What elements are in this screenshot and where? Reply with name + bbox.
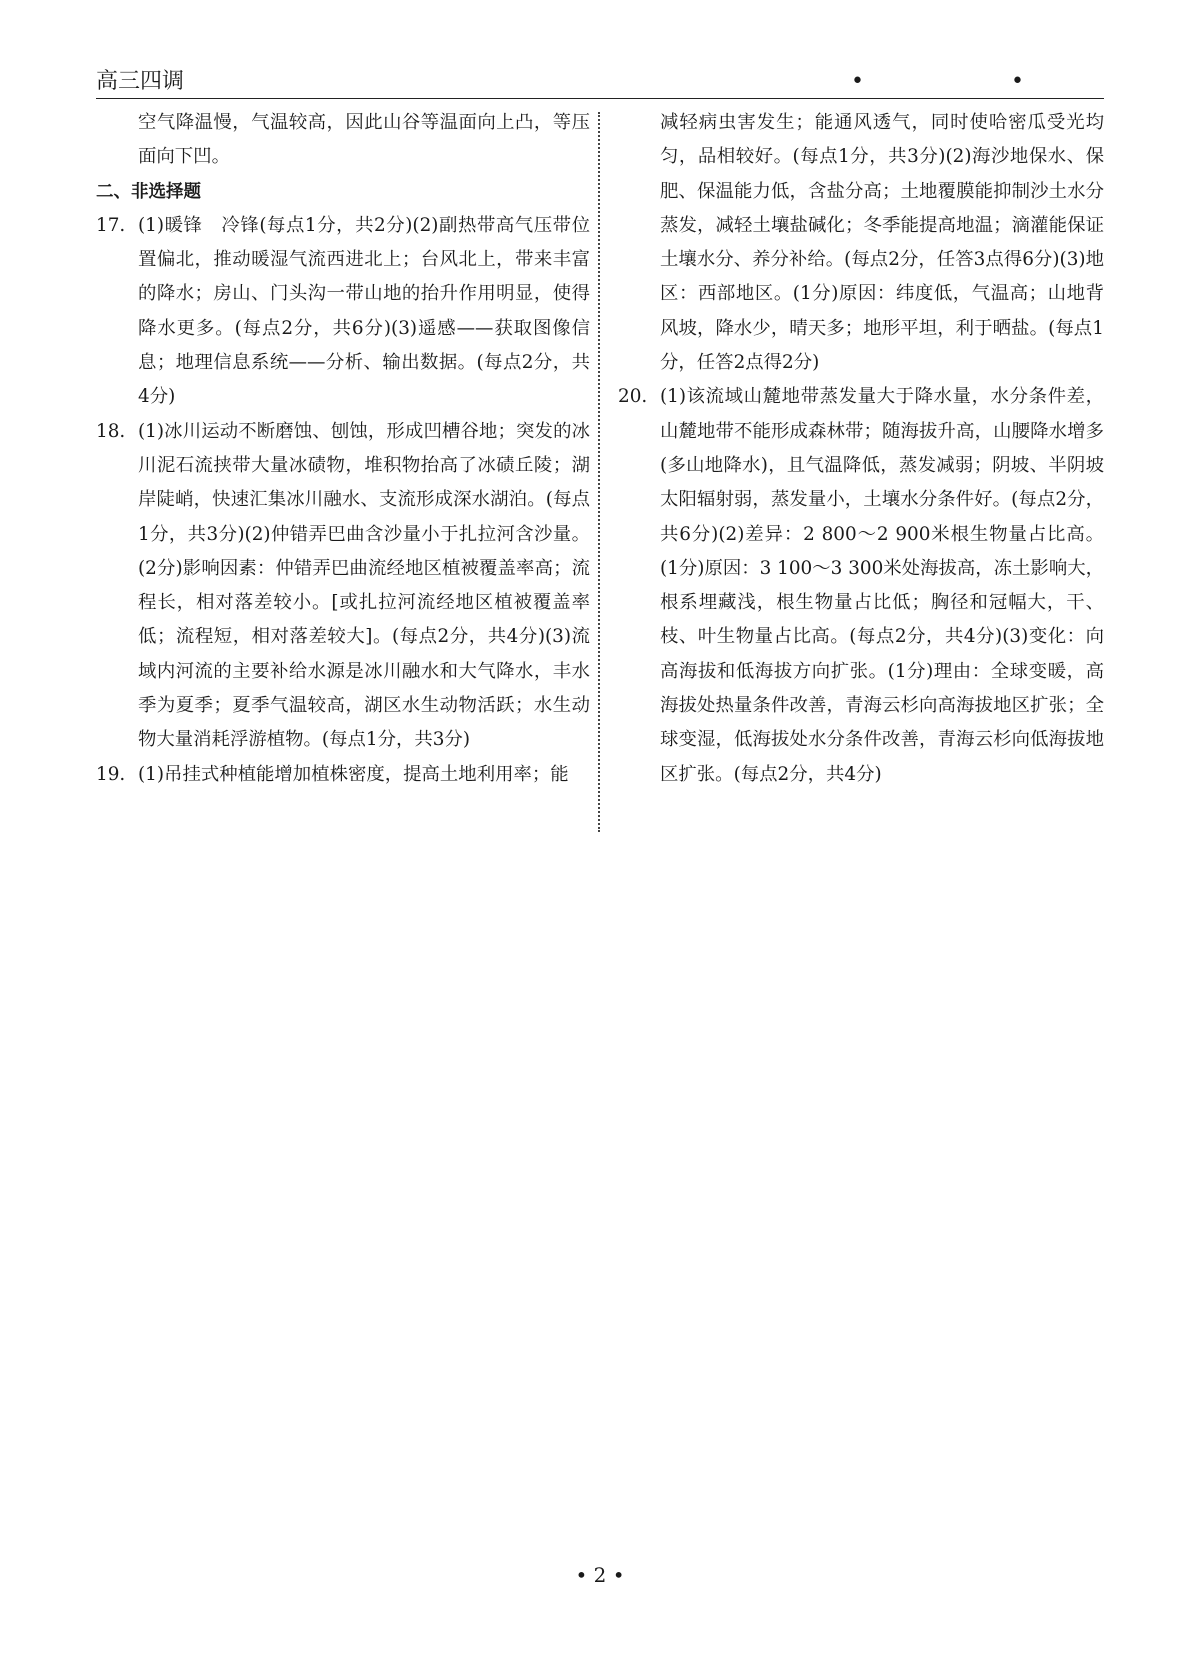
page-number: • 2 •	[575, 1563, 625, 1587]
answer-item-17	[96, 209, 590, 415]
answer-item-20	[618, 380, 1104, 792]
item-text: (1)冰川运动不断磨蚀、刨蚀，形成凹槽谷地；突发的冰川泥石流挟带大量冰碛物，堆积物抬高了冰碛丘陵；湖岸陡峭，快速汇集冰川融水、支流形成深水湖泊。(每点1分，共3分)(2)仲错弄巴曲含沙量小于扎拉河含沙量。(2分)影响因素：仲错弄巴曲流经地区植被覆盖率高；流程长，相对落差较小。[或扎拉河流经地区植被覆盖率低；流程短，相对落差较大]。(每点2分，共4分)(3)流域内河流的主要补给水源是冰川融水和大气降水，丰水季为夏季；夏季气温较高，湖区水生动物活跃；水生动物大量消耗浮游植物。(每点1分，共3分)	[138, 420, 590, 751]
section-heading: 二、非选择题	[96, 181, 201, 202]
answer-item-19	[96, 758, 590, 792]
header-title: 高三四调	[96, 69, 185, 94]
item-text: (1)该流域山麓地带蒸发量大于降水量，水分条件差，山麓地带不能形成森林带；随海拔升高，山腰降水增多(多山地降水)，且气温降低，蒸发减弱；阴坡、半阴坡太阳辐射弱，蒸发量小，土壤水分条件好。(每点2分，共6分)(2)差异：2 800～2 900米根生物量占比高。(1分)原因：3 100～3 300米处海拔高，冻土影响大，根系埋藏浅，根生物量占比低；胸径和冠幅大，干、枝、叶生物量占比高。(每点2分，共4分)(3)变化：向高海拔和低海拔方向扩张。(1分)理由：全球变暖，高海拔处热量条件改善，青海云杉向高海拔地区扩张；全球变湿，低海拔处水分条件改善，青海云杉向低海拔地区扩张。(每点2分，共4分)	[660, 386, 1104, 785]
item-number: 17.	[96, 214, 126, 236]
continuation-text: 空气降温慢，气温较高，因此山谷等温面向上凸，等压面向下凹。	[138, 112, 590, 168]
continuation-text: 减轻病虫害发生；能通风透气，同时使哈密瓜受光均匀，品相较好。(每点1分，共3分)(2)海沙地保水、保肥、保温能力低，含盐分高；土地覆膜能抑制沙土水分蒸发，减轻土壤盐碱化；冬季能提高地温；滴灌能保证土壤水分、养分补给。(每点2分，任答3点得6分)(3)地区：西部地区。(1分)原因：纬度低，气温高；山地背风坡，降水少，晴天多；地形平坦，利于晒盐。(每点1分，任答2点得2分)	[660, 112, 1104, 374]
column-divider	[598, 112, 600, 832]
answer-item-18	[96, 415, 590, 758]
page-header	[96, 68, 1104, 99]
item-number: 20.	[618, 386, 648, 408]
item-text: (1)暖锋 冷锋(每点1分，共2分)(2)副热带高气压带位置偏北，推动暖湿气流西进北上；台风北上，带来丰富的降水；房山、门头沟一带山地的抬升作用明显，使得降水更多。(每点2分，共6分)(3)遥感——获取图像信息；地理信息系统——分析、输出数据。(每点2分，共4分)	[138, 214, 590, 408]
left-column	[96, 106, 590, 792]
right-column	[618, 106, 1104, 792]
header-dots: • •	[851, 69, 1094, 94]
item-number: 19.	[96, 763, 126, 785]
item-number: 18.	[96, 420, 126, 442]
item-text: (1)吊挂式种植能增加植株密度，提高土地利用率；能	[138, 763, 569, 785]
